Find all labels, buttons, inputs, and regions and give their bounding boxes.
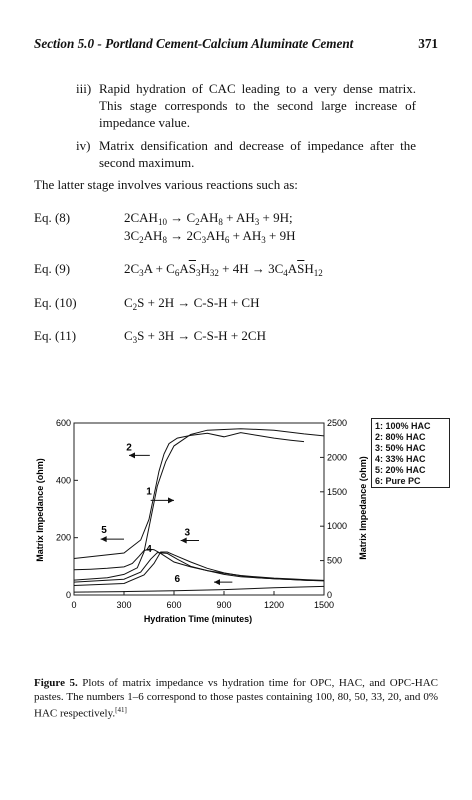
list-item-text: Rapid hydration of CAC leading to a very dense matrix. This stage corresponds to the second large increase of impedance value. [99,81,416,130]
series-line-2 [74,433,304,559]
list-item-number: iv) [76,138,91,153]
equation-body: $C_2S + 2H \to C-S-H$ + CH [124,295,260,312]
equation-body: $2CAH_{10} \to C_2AH_8 + AH_3 + 9H$; $3C_2AH_8 \to 2C_3AH_6 + AH_3 + 9H$ [124,210,296,245]
equation-label: Eq. (10) [34,295,77,310]
list-item [76,80,416,131]
figure-label: Figure 5. [34,677,78,689]
y-axis-label-left: Matrix Impedance (ohm) [35,458,45,562]
annotation-label: 1 [146,486,152,498]
running-header [34,36,438,56]
page-number: 371 [418,36,438,51]
y-axis-label-right: Matrix Impedance (ohm) [358,456,368,560]
x-tick-label: 900 [216,600,232,610]
y-tick-label-right: 500 [327,555,343,566]
x-tick-label: 300 [116,600,132,610]
section-title: Section 5.0 - Portland Cement-Calcium Aluminate Cement [34,36,354,51]
series-line-6 [74,586,324,592]
annotation-label: 6 [174,574,181,586]
annotation-arrowhead [214,579,220,585]
legend-entry: 1: 100% HAC [375,421,431,431]
equation-label: Eq. (8) [34,210,71,225]
y-tick-label-right: 2500 [327,418,348,428]
y-tick-label-right: 0 [327,590,333,600]
legend-entry: 5: 20% HAC [375,465,426,475]
y-tick-label-left: 0 [65,590,71,600]
y-tick-label-left: 400 [55,475,71,486]
list-item-text: Matrix densification and decrease of impedance after the second maximum. [99,138,416,170]
equation-body: $2C_3A + C_6A\overline{S}_3H_{32} + 4H \to 3C_4A\overline{S}H_{12}$ [124,261,323,278]
legend-entry: 2: 80% HAC [375,432,426,442]
chart-annotations [101,442,233,585]
annotation-arrowhead [101,536,107,542]
annotation-arrowhead [168,497,174,503]
legend-entry: 4: 33% HAC [375,454,426,464]
chart-series [74,429,324,592]
series-line-4 [74,553,324,586]
x-tick-label: 0 [71,600,77,610]
chart-ticks [56,418,347,610]
body-paragraph: The latter stage involves various reactions such as: [34,177,298,192]
y-tick-label-left: 600 [55,418,71,428]
x-axis-label: Hydration Time (minutes) [143,614,253,624]
annotation-label: 3 [184,527,191,539]
annotation-label: 5 [101,525,107,537]
x-tick-label: 600 [166,600,182,610]
legend-entry: 3: 50% HAC [375,443,426,453]
list-item-number: iii) [76,81,92,96]
equation-body: $C_3S + 3H \to C-S-H + 2CH$ [124,328,266,345]
y-tick-label-left: 200 [55,532,71,543]
y-tick-label-right: 2000 [327,452,348,463]
annotation-label: 4 [146,544,152,555]
equation-label: Eq. (9) [34,261,71,276]
caption-text: Plots of matrix impedance vs hydration time for OPC, HAC, and OPC-HAC pastes. The numbers 1–6 correspond to those pastes containing 100, 80, 50, 33, 20, and 0% HAC respectively. [34,677,439,720]
y-tick-label-right: 1500 [327,486,348,497]
x-tick-label: 1200 [263,600,285,610]
series-line-1 [74,429,324,580]
y-tick-label-right: 1000 [327,521,348,532]
legend-entry: 6: Pure PC [375,476,421,486]
figure-caption [34,677,438,721]
annotation-label: 2 [126,442,132,454]
chart-legend [371,418,450,488]
equation-label: Eq. (11) [34,328,77,343]
citation-ref: [41] [115,706,127,714]
x-tick-label: 1500 [313,600,335,610]
list-item [76,137,416,171]
